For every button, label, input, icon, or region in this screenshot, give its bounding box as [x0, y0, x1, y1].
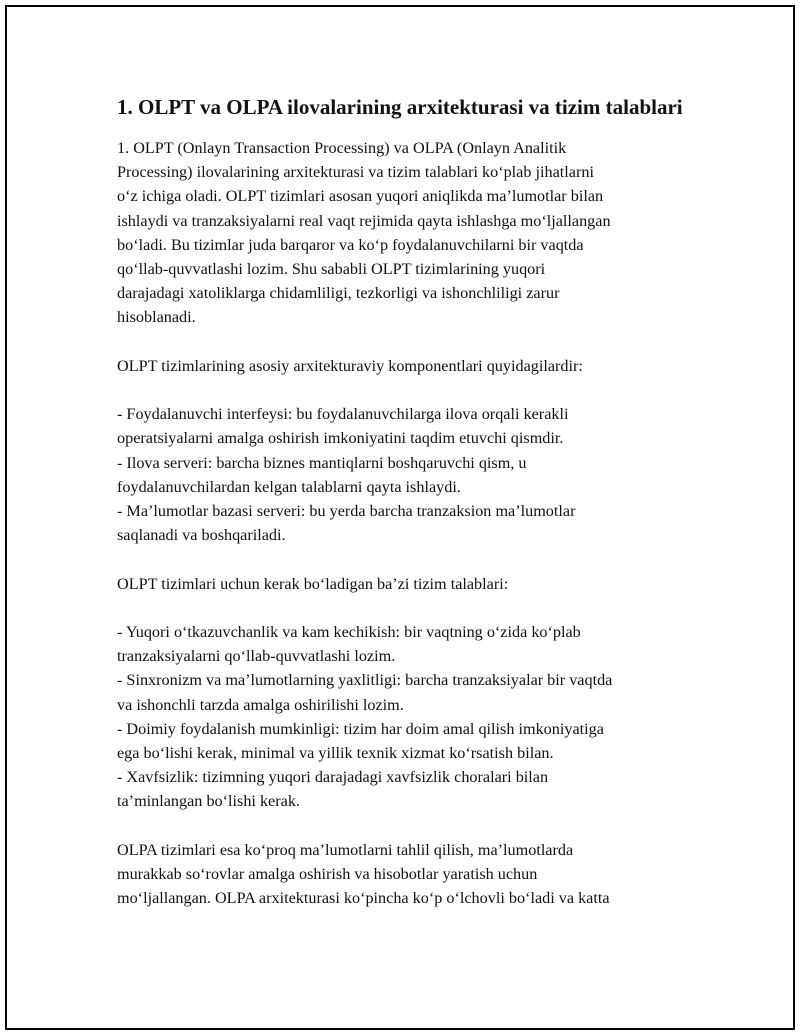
components-list: [117, 402, 697, 547]
list-item: - Ilova serveri: barcha biznes mantiqlarni boshqaruvchi qism, u: [117, 453, 527, 472]
section-heading: 1. OLPT va OLPA ilovalarining arxitekturasi va tizim talablari: [117, 95, 683, 119]
list-item: - Xavfsizlik: tizimning yuqori darajadagi xavfsizlik choralari bilan: [117, 768, 549, 787]
list-item: - Sinxronizm va maʼlumotlarning yaxlitligi: barcha tranzaksiyalar bir vaqtda: [117, 671, 613, 690]
paragraph-gap: [117, 330, 697, 354]
components-intro: OLPT tizimlarining asosiy arxitekturaviy komponentlari quyidagilardir:: [117, 356, 583, 375]
list-item: - Foydalanuvchi interfeysi: bu foydalanuvchilarga ilova orqali kerakli: [117, 405, 569, 424]
list-item: ega boʻlishi kerak, minimal va yillik texnik xizmat koʻrsatish bilan.: [117, 744, 554, 763]
list-item: - Yuqori oʻtkazuvchanlik va kam kechikish: bir vaqtning oʻzida koʻplab: [117, 623, 581, 641]
paragraph-gap: [117, 596, 697, 620]
list-item: tranzaksiyalarni qoʻllab-quvvatlashi lozim.: [117, 647, 396, 666]
paragraph-gap: [117, 547, 697, 571]
text-line: OLPA tizimlari esa koʻproq maʼlumotlarni tahlil qilish, maʼlumotlarda: [117, 840, 574, 859]
text-line: qoʻllab-quvvatlashi lozim. Shu sababli OLPT tizimlarining yuqori: [117, 260, 546, 279]
list-item: foydalanuvchilardan kelgan talablarni qayta ishlaydi.: [117, 477, 461, 496]
text-line: darajadagi xatoliklarga chidamliligi, tezkorligi va ishonchliligi zarur: [117, 284, 560, 303]
text-line: ishlaydi va tranzaksiyalarni real vaqt rejimida qayta ishlashga moʻljallangan: [117, 211, 611, 230]
intro-paragraph: [117, 136, 697, 330]
list-item: operatsiyalarni amalga oshirish imkoniyatini taqdim etuvchi qismdir.: [117, 429, 564, 448]
text-line: moʻljallangan. OLPA arxitekturasi koʻpincha koʻp oʻlchovli boʻladi va katta: [117, 889, 610, 908]
requirements-intro: OLPT tizimlari uchun kerak boʻladigan baʼzi tizim talablari:: [117, 574, 509, 593]
document-body: [117, 93, 697, 910]
text-line: boʻladi. Bu tizimlar juda barqaror va koʻp foydalanuvchilarni bir vaqtda: [117, 235, 584, 254]
list-item: saqlanadi va boshqariladi.: [117, 526, 286, 545]
text-line: Processing) ilovalarining arxitekturasi va tizim talablari koʻplab jihatlarni: [117, 163, 594, 182]
paragraph-gap: [117, 378, 697, 402]
requirements-list: [117, 620, 697, 814]
text-line: murakkab soʻrovlar amalga oshirish va hisobotlar yaratish uchun: [117, 865, 538, 884]
olpa-paragraph: [117, 838, 697, 911]
paragraph-gap: [117, 814, 697, 838]
text-line: hisoblanadi.: [117, 308, 196, 327]
text-line: 1. OLPT (Onlayn Transaction Processing) va OLPA (Onlayn Analitik: [117, 139, 567, 157]
text-line: oʻz ichiga oladi. OLPT tizimlari asosan yuqori aniqlikda maʼlumotlar bilan: [117, 187, 604, 206]
list-item: va ishonchli tarzda amalga oshirilishi lozim.: [117, 695, 404, 714]
list-item: - Maʼlumotlar bazasi serveri: bu yerda barcha tranzaksion maʼlumotlar: [117, 502, 576, 521]
list-item: taʼminlangan boʻlishi kerak.: [117, 792, 300, 811]
list-item: - Doimiy foydalanish mumkinligi: tizim har doim amal qilish imkoniyatiga: [117, 719, 604, 738]
